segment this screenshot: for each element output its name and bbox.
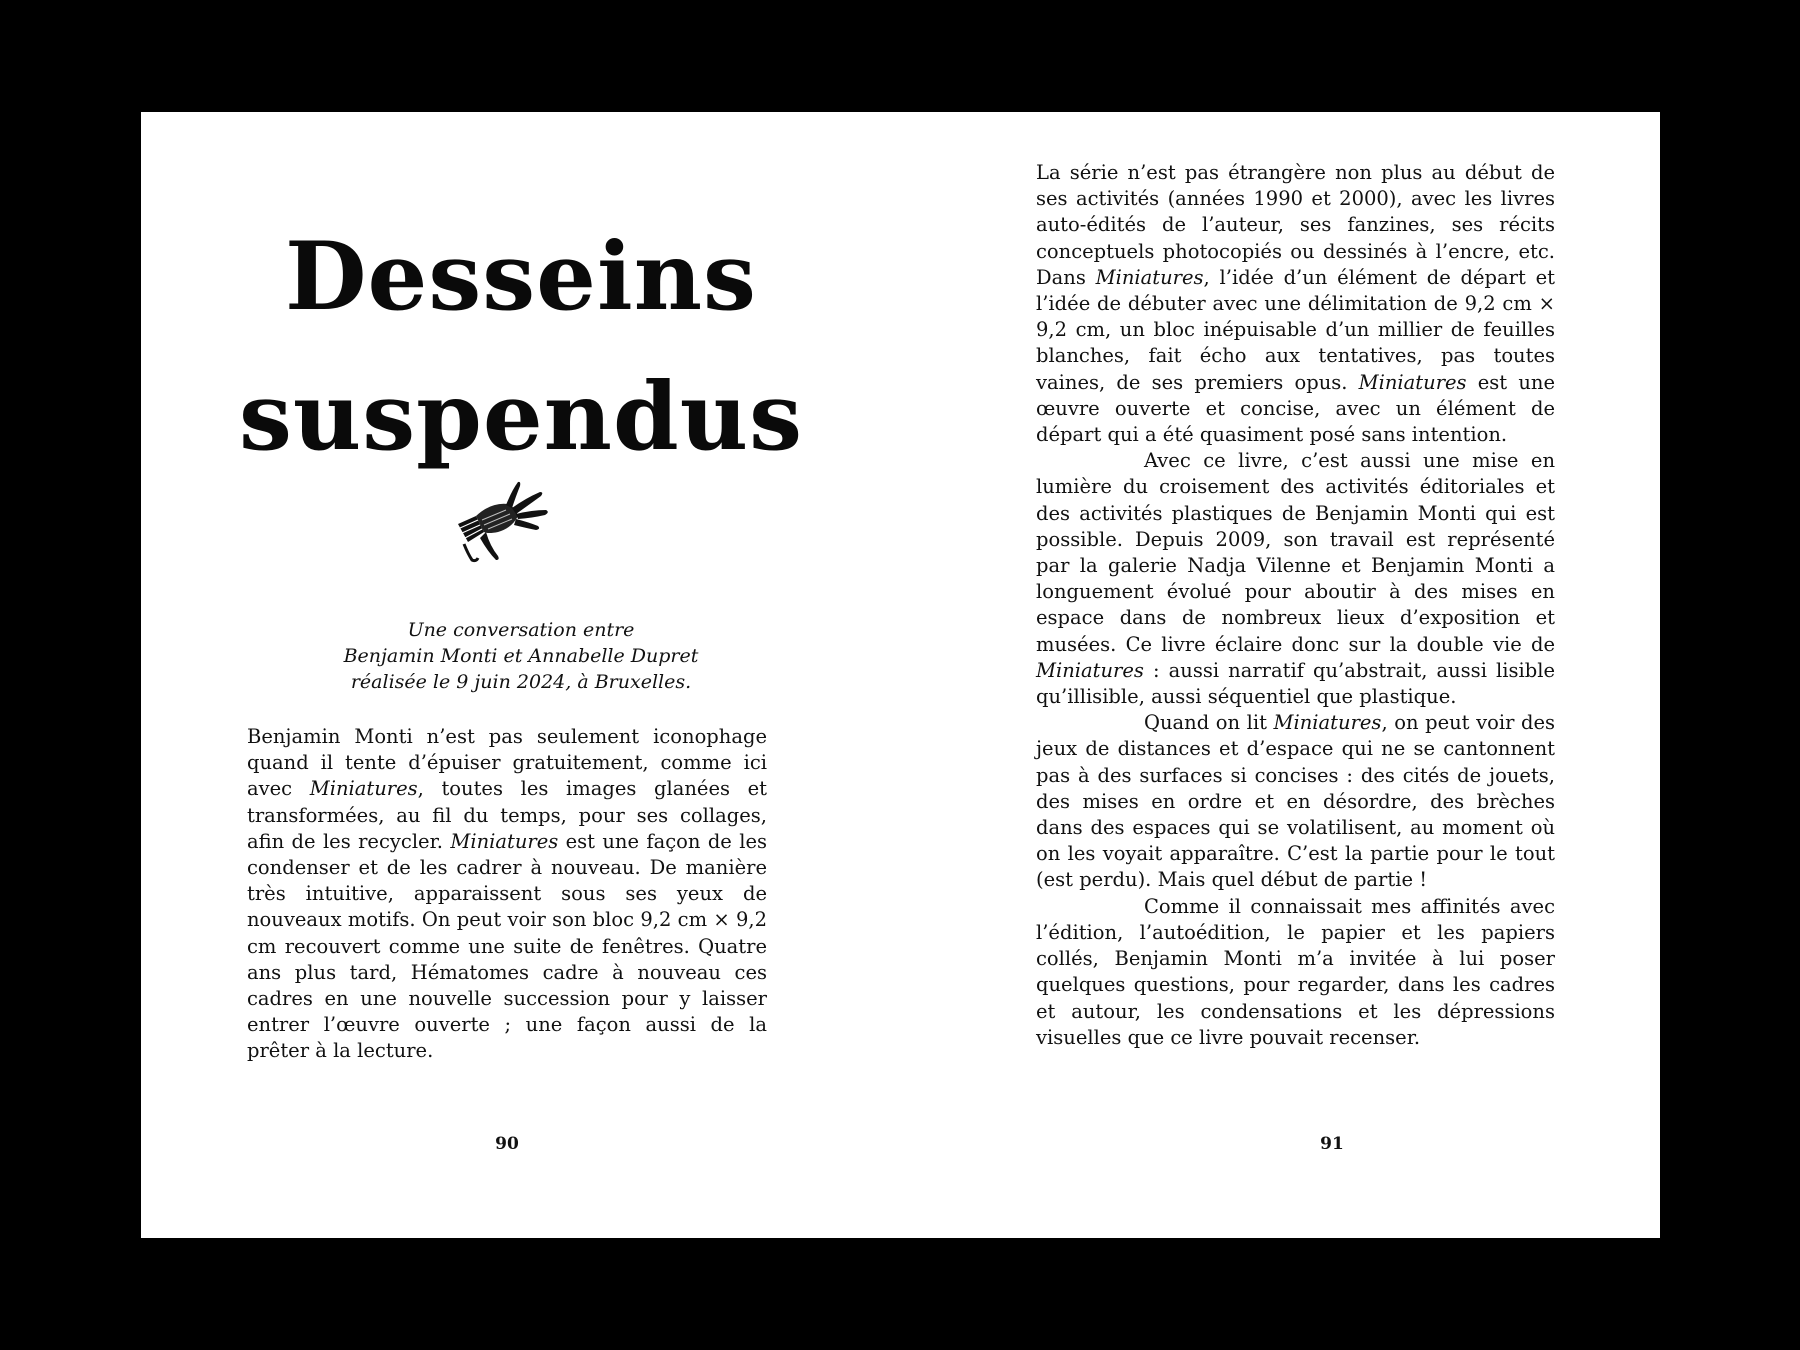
page-number-left: 90	[495, 1134, 519, 1154]
page-number-right: 91	[1320, 1134, 1344, 1154]
subtitle-line-3: réalisée le 9 juin 2024, à Bruxelles.	[350, 671, 692, 693]
text-run: est une œuvre ouverte et concise, avec un élément de départ qui a été quasiment posé sans intention.	[1036, 370, 1555, 447]
italic-title: Miniatures	[450, 829, 559, 853]
text-run: Benjamin Monti n’est pas seulement iconophage quand il tente d’épuiser gratuitement, comme ici avec	[247, 725, 767, 801]
chapter-title	[221, 207, 821, 487]
subtitle-line-1: Une conversation entre	[407, 619, 635, 641]
text-run: La série n’est pas étrangère non plus au début de ses activités (années 1990 et 2000), avec les livres auto-édités de l’auteur, ses fanzines, ses récits conceptuels photocopiés ou dessinés à l’encre, etc. Dans	[1036, 161, 1555, 289]
paragraph-4: Comme il connaissait mes affinités avec l’édition, l’autoédition, le papier et les papiers collés, Benjamin Monti m’a invitée à lui poser quelques questions, pour regarder, dans les cadres et autour, les condensations et les dépressions visuelles que ce livre pouvait recenser.	[1036, 894, 1555, 1049]
subtitle-line-2: Benjamin Monti et Annabelle Dupret	[343, 645, 699, 667]
italic-title: Miniatures	[1273, 711, 1382, 735]
right-body-text	[1036, 160, 1555, 1051]
italic-title: Miniatures	[309, 777, 418, 801]
left-page	[141, 112, 901, 1238]
italic-title: Miniatures	[1095, 265, 1204, 289]
text-run: : aussi narratif qu’abstrait, aussi lisible qu’illisible, aussi séquentiel que plastique.	[1036, 658, 1555, 709]
text-run: , on peut voir des jeux de distances et d’espace qui ne se cantonnent pas à des surfaces si concises : des cités de jouets, des mises en ordre et en désordre, des brèches dans des espaces qui se volatilisent, au moment où on les voyait apparaître. C’est la partie pour le tout (est perdu). Mais quel début de partie !	[1036, 711, 1555, 892]
text-run: Quand on lit	[1144, 711, 1274, 735]
subtitle	[221, 617, 821, 695]
italic-title: Miniatures	[1036, 658, 1144, 682]
paragraph-3	[1036, 710, 1555, 893]
paragraph-1	[1036, 160, 1555, 448]
italic-title: Miniatures	[1358, 370, 1467, 394]
title-line-1: Desseins	[285, 222, 757, 332]
text-run: , toutes les images glanées et transformées, au fil du temps, pour ses collages, afin de les recycler.	[247, 777, 767, 853]
hand-icon	[446, 472, 556, 572]
intro-paragraph	[247, 724, 767, 1065]
text-run: Avec ce livre, c’est aussi une mise en lumière du croisement des activités éditoriales et des activités plastiques de Benjamin Monti qui est possible. Depuis 2009, son travail est représenté par la galerie Nadja Vilenne et Benjamin Monti a longuement évolué pour aboutir à des mises en espace dans de nombreux lieux d’exposition et musées. Ce livre éclaire donc sur la double vie de	[1036, 449, 1555, 656]
paragraph-2	[1036, 448, 1555, 710]
text-run: , l’idée d’un élément de départ et l’idée de débuter avec une délimitation de 9,2 cm × 9,2 cm, un bloc inépuisable d’un millier de feuilles blanches, fait écho aux tentatives, pas toutes vaines, de ses premiers opus.	[1036, 265, 1556, 394]
title-line-2: suspendus	[238, 362, 804, 472]
text-run: est une façon de les condenser et de les cadrer à nouveau. De manière très intuitive, apparaissent sous ses yeux de nouveaux motifs. On peut voir son bloc 9,2 cm × 9,2 cm recouvert comme une suite de fenêtres. Quatre ans plus tard, Hématomes cadre à nouveau ces cadres en une nouvelle succession pour y laisser entrer l’œuvre ouverte ; une façon aussi de la prêter à la lecture.	[247, 829, 768, 1063]
right-page	[901, 112, 1660, 1238]
book-spread	[141, 112, 1660, 1238]
